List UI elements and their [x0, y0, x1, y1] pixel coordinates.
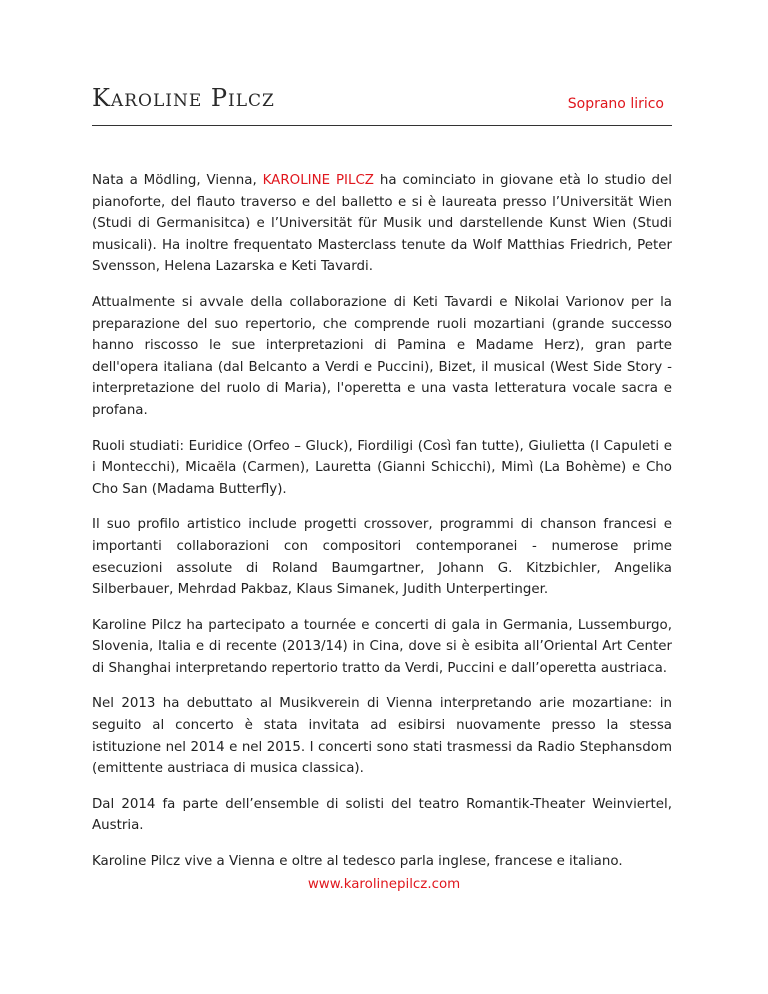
paragraph-tours: Karoline Pilcz ha partecipato a tournée e concerti di gala in Germania, Lussemburgo, Slovenia, Italia e di recente (2013/14) in Cina, dove si è esibita all’Oriental Art Center di Shanghai interpretando repertorio tratto da Verdi, Puccini e dall’operetta austriaca.	[92, 617, 672, 676]
artist-name-highlight: KAROLINE PILCZ	[262, 173, 374, 188]
paragraph-languages: Karoline Pilcz vive a Vienna e oltre al tedesco parla inglese, francese e italiano.	[92, 854, 623, 870]
voice-type-label: Soprano lirico	[567, 96, 664, 112]
paragraph-repertoire: Attualmente si avvale della collaborazione di Keti Tavardi e Nikolai Varionov per la preparazione del suo repertorio, che comprende ruoli mozartiani (grande successo hanno riscosso le sue interpretazioni di Pamina e Madame Herz), gran parte dell'opera italiana (dal Belcanto a Verdi e Puccini), Bizet, il musical (West Side Story - interpretazione del ruolo di Maria), l'operetta e una vasta letteratura vocale sacra e profana.	[92, 294, 672, 418]
paragraph-birth-education	[92, 170, 672, 278]
paragraph-crossover: Il suo profilo artistico include progetti crossover, programmi di chanson francesi e importanti collaborazioni con compositori contemporanei - numerose prime esecuzioni assolute di Roland Baumgartner, Johann G. Kitzbichler, Angelika Silberbauer, Mehrdad Pakbaz, Klaus Simanek, Judith Unterpertinger.	[92, 517, 672, 598]
paragraph-ensemble: Dal 2014 fa parte dell’ensemble di solisti del teatro Romantik-Theater Weinviertel, Austria.	[92, 796, 672, 834]
paragraph-musikverein: Nel 2013 ha debuttato al Musikverein di Vienna interpretando arie mozartiane: in seguito al concerto è stata invitata ad esibirsi nuovamente presso la stessa istituzione nel 2014 e nel 2015. I concerti sono stati trasmessi da Radio Stephansdom (emittente austriaca di musica classica).	[92, 696, 672, 777]
logo-signature: Karoline Pilcz	[92, 84, 275, 112]
p1-rest: ha cominciato in giovane età lo studio del pianoforte, del flauto traverso e del balletto e si è laureata presso l’Universität Wien (Studi di Germanisitca) e l’Universität für Musik und darstellende Kunst Wien (Studi musicali). Ha inoltre frequentato Masterclass tenute da Wolf Matthias Friedrich, Peter Svensson, Helena Lazarska e Keti Tavardi.	[92, 173, 673, 275]
website-link[interactable]: www.karolinepilcz.com	[307, 877, 461, 892]
p1-intro: Nata a Mödling, Vienna,	[92, 173, 263, 188]
paragraph-roles-studied: Ruoli studiati: Euridice (Orfeo – Gluck), Fiordiligi (Così fan tutte), Giulietta (I Capuleti e i Montecchi), Micaëla (Carmen), Lauretta (Gianni Schicchi), Mimì (La Bohème) e Cho Cho San (Madama Butterfly).	[92, 438, 672, 497]
header-divider	[92, 125, 672, 126]
page-header	[92, 82, 672, 124]
biography-body	[92, 170, 672, 887]
